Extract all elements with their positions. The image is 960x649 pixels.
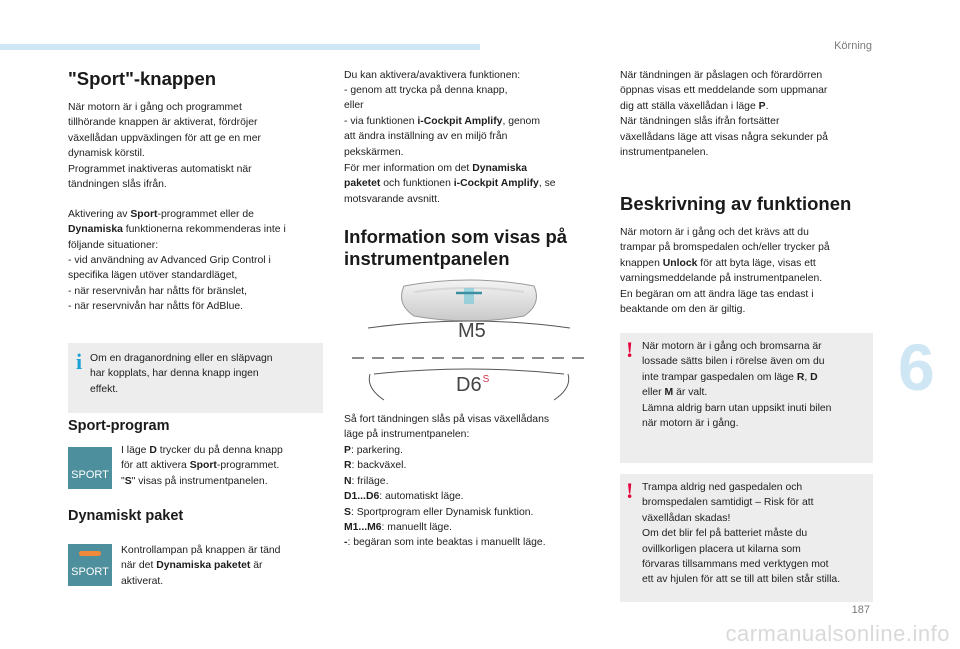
gear-info-text: Så fort tändningen slås på visas växellådans läge på instrumentpanelen: (344, 414, 550, 441)
list-item: R: backväxel. (344, 460, 407, 472)
list-item: P: parkering. (344, 445, 403, 456)
info-note (68, 343, 323, 413)
list-item: N: friläge. (344, 475, 389, 487)
list-item: - genom att trycka på denna knapp, (344, 85, 508, 96)
function-description-title: Beskrivning av funktionen (620, 193, 852, 214)
warning-text-2: Trampa aldrig ned gaspedalen och bromspedalen samtidigt – Risk för att växellådan skadas! Om det blir fel på batteriet måste du ovillkorligen placera ut kilarna som förvaras tillsammans med verktygen mot ett av hjulen för att se till att bilen står stilla. (642, 482, 841, 586)
sport-activation-text: Aktivering av Sport-programmet eller de Dynamiska funktionerna rekommenderas inte i följande situationer: (68, 209, 286, 251)
gear-display-auto: $D6^S$ (456, 374, 490, 396)
sport-program-text: I läge D trycker du på denna knapp för att aktivera Sport-programmet. "S" visas på instrumentpanelen. (121, 445, 283, 487)
more-info-text: För mer information om det Dynamiska paketet och funktionen i-Cockpit Amplify, se motsvarande avsnitt. (344, 163, 556, 205)
gear-definitions (344, 443, 604, 551)
list-item: S: Sportprogram eller Dynamisk funktion. (344, 506, 534, 518)
watermark: carmanualsonline.info (725, 621, 950, 646)
warning-note-1 (620, 333, 873, 463)
sport-program-heading: Sport-program (68, 418, 170, 434)
list-item: - via funktionen i-Cockpit Amplify, genom att ändra inställning av en miljö från pekskärmen. (344, 116, 540, 158)
gear-display-manual: M5 (458, 320, 486, 342)
section-title: Körning (834, 40, 872, 52)
info-note-text: Om en draganordning eller en släpvagn har kopplats, har denna knapp ingen effekt. (90, 353, 273, 395)
situation-list (68, 253, 328, 315)
warning-text-1: När motorn är i gång och bromsarna är lossade sätts bilen i rörelse även om du inte trampar gaspedalen om läge R, D eller M är valt. Lämna aldrig barn utan uppsikt inuti bilen när motorn är i gång. (642, 341, 832, 430)
or-text: eller (344, 100, 364, 111)
warning-note-2 (620, 474, 873, 602)
function-description-text: När motorn är i gång och det krävs att du trampar på bromspedalen och/eller trycker på knappen Unlock för att byta läge, visas ett varningsmeddelande på instrumentpanelen. En begäran om att ändra läge tas endast i beaktande om den är giltig. (620, 227, 830, 316)
list-item: - vid användning av Advanced Grip Control i specifika lägen utöver standardläget, (68, 255, 271, 282)
sport-button-title: "Sport"-knappen (68, 68, 217, 89)
list-item: - när reservnivån har nåtts för bränslet, (68, 285, 248, 297)
door-open-text: När tändningen är påslagen och förardörren öppnas visas ett meddelande som uppmanar dig att ställa växellådan i läge P. När tändningen slås ifrån fortsätter växellådans läge att visas några sekunder på instrumentpanelen. (620, 70, 828, 159)
sport-led-button-icon: SPORT (68, 544, 112, 586)
sport-intro-text: När motorn är i gång och programmet tillhörande knappen är aktiverat, fördröjer växellådan uppväxlingen för att ge en mer dynamisk körstil. Programmet inaktiveras automatiskt när tändningen slås ifrån. (68, 102, 261, 191)
chapter-number: 6 (898, 330, 935, 404)
list-item: M1...M6: manuellt läge. (344, 522, 452, 534)
gear-marker-icon (464, 288, 474, 304)
page-number: 187 (851, 604, 870, 616)
instrument-info-title: Information som visas på instrumentpanelen (344, 226, 568, 269)
dynamic-package-heading: Dynamiskt paket (68, 508, 184, 524)
warning-icon: ! (626, 337, 634, 362)
list-item: - när reservnivån har nåtts för AdBlue. (68, 301, 244, 313)
dynamic-package-text: Kontrollampan på knappen är tänd när det Dynamiska paketet är aktiverat. (121, 545, 281, 587)
info-icon: i (76, 349, 83, 374)
sport-button-icon: SPORT (68, 447, 112, 489)
activate-text: Du kan aktivera/avaktivera funktionen: (344, 70, 521, 81)
warning-icon: ! (626, 478, 634, 503)
list-item: -: begäran som inte beaktas i manuellt läge. (344, 537, 546, 549)
led-indicator-icon (79, 551, 101, 556)
header-accent-bar (0, 44, 480, 50)
list-item: D1...D6: automatiskt läge. (344, 491, 464, 503)
